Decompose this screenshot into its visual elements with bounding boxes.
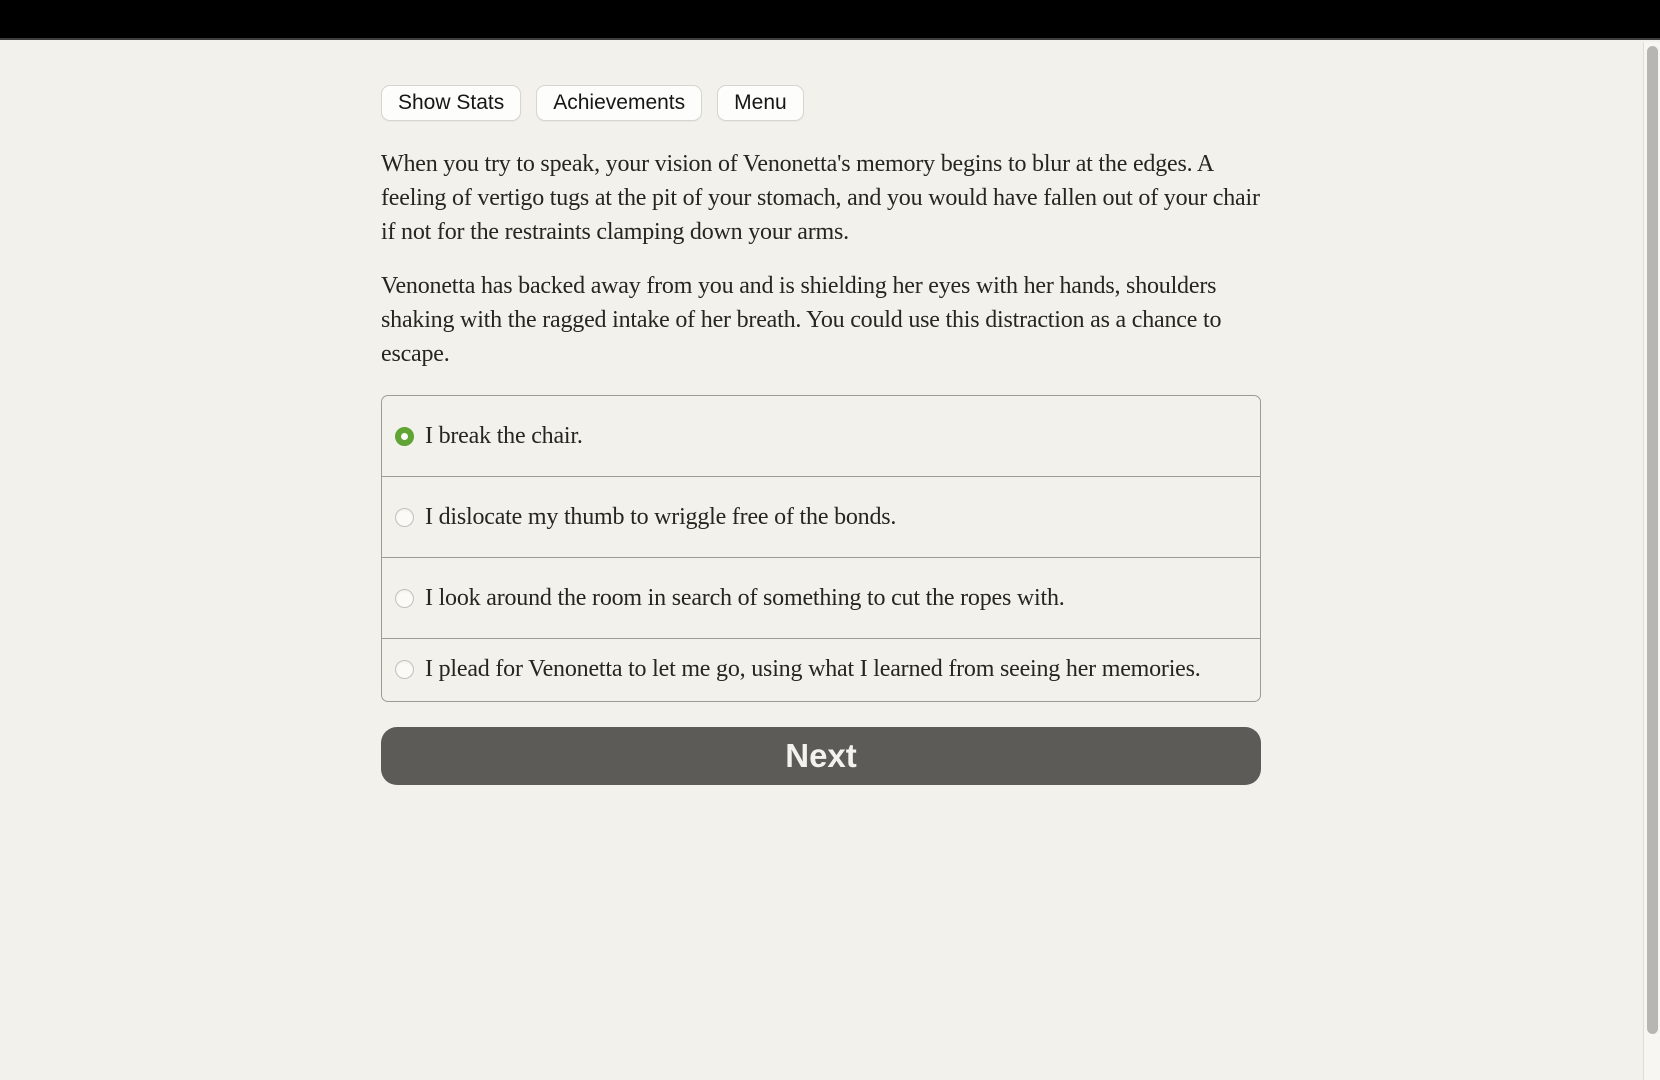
choice-option-4[interactable]: [382, 638, 1260, 701]
next-button[interactable]: Next: [381, 727, 1261, 785]
choice-option-2[interactable]: [382, 476, 1260, 557]
choice-radio-3[interactable]: [395, 660, 414, 679]
choice-list: [381, 395, 1261, 702]
choice-option-4-label: I plead for Venonetta to let me go, using what I learned from seeing her memories.: [425, 656, 1201, 682]
choice-option-1[interactable]: [382, 396, 1260, 476]
scrollbar-thumb[interactable]: [1647, 46, 1658, 1034]
story-paragraph-1: When you try to speak, your vision of Venonetta's memory begins to blur at the edges. A feeling of vertigo tugs at the pit of your stomach, and you would have fallen out of your chair if not for the restraints clamping down your arms.: [381, 151, 1260, 245]
top-bar: [0, 0, 1660, 40]
toolbar: [381, 85, 1261, 121]
game-page: [381, 85, 1261, 785]
choice-radio-0[interactable]: [395, 427, 414, 446]
show-stats-button[interactable]: Show Stats: [381, 85, 521, 121]
choice-option-1-label: I break the chair.: [425, 423, 583, 449]
choice-radio-1[interactable]: [395, 508, 414, 527]
choice-option-3-label: I look around the room in search of something to cut the ropes with.: [425, 585, 1065, 611]
scrollbar[interactable]: [1643, 42, 1660, 1080]
achievements-button[interactable]: Achievements: [536, 85, 702, 121]
menu-button[interactable]: Menu: [717, 85, 804, 121]
choice-option-3[interactable]: [382, 557, 1260, 638]
choice-option-2-label: I dislocate my thumb to wriggle free of the bonds.: [425, 504, 897, 530]
story-paragraph-2: Venonetta has backed away from you and is shielding her eyes with her hands, shoulders shaking with the ragged intake of her breath. You could use this distraction as a chance to escape.: [381, 273, 1222, 367]
choice-radio-2[interactable]: [395, 589, 414, 608]
